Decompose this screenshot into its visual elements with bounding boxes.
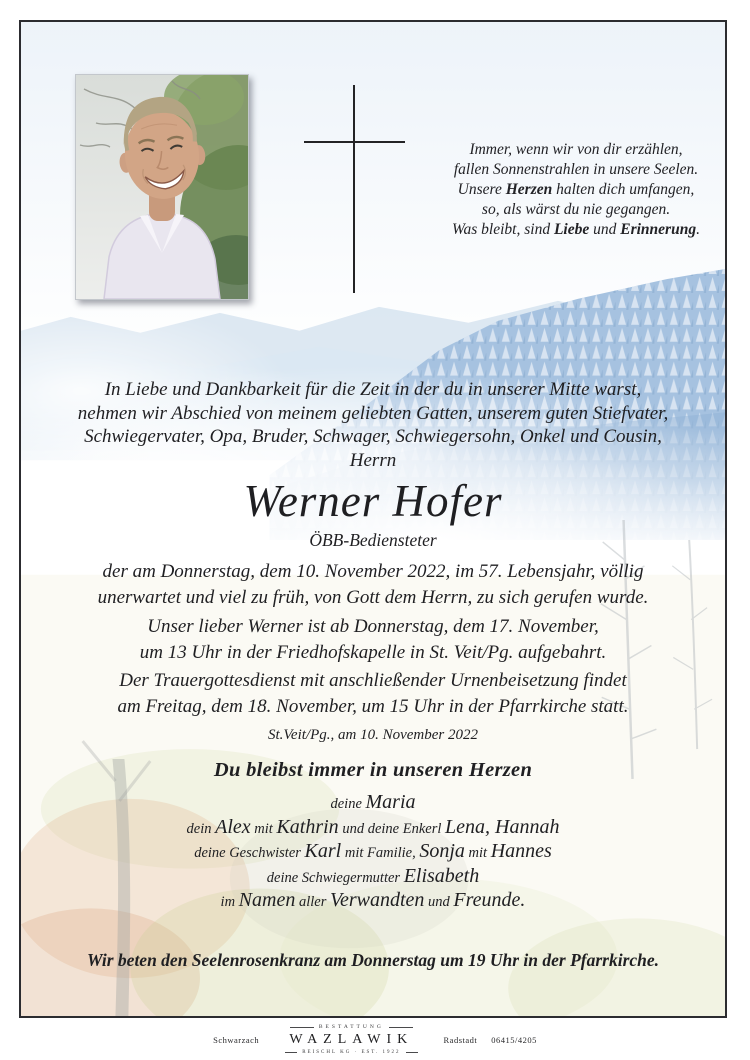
paragraph-line: Der Trauergottesdienst mit anschließender Urnenbeisetzung findet — [119, 670, 627, 691]
funeral-service-paragraph — [21, 668, 725, 720]
paragraph-line: unerwartet und viel zu früh, von Gott dem Herrn, zu sich gerufen wurde. — [97, 587, 649, 608]
poem-line: fallen Sonnenstrahlen in unsere Seelen. — [453, 161, 699, 178]
brand-subtitle: REISCHL KG · EST. 1922 — [302, 1050, 401, 1056]
cross-horizontal-bar — [304, 141, 405, 143]
footer-location-right: Radstadt — [443, 1035, 478, 1045]
poem-line: Unsere Herzen halten dich umfangen, — [457, 181, 695, 198]
brand-top-row — [290, 1025, 413, 1031]
poem-line: Was bleibt, sind Liebe und Erinnerung. — [452, 221, 700, 238]
brand-category: BESTATTUNG — [318, 1023, 384, 1030]
footer-phone: 06415/4205 — [491, 1035, 537, 1045]
funeral-home-footer — [0, 1021, 750, 1059]
funeral-home-brand — [285, 1025, 417, 1056]
deceased-profession: ÖBB-Bediensteter — [309, 530, 437, 550]
mourner-line: deine Schwiegermutter Elisabeth — [266, 864, 480, 887]
mourner-line: deine Maria — [330, 791, 416, 813]
memorial-card — [19, 20, 727, 1018]
brand-name: WAZLAWIK — [289, 1032, 414, 1048]
brand-rule — [285, 1052, 297, 1053]
death-notice-paragraph — [21, 559, 725, 611]
farewell-heading: Du bleibst immer in unseren Herzen — [213, 759, 533, 781]
paragraph-line: um 13 Uhr in der Friedhofskapelle in St. Veit/Pg. aufgebahrt. — [139, 642, 607, 663]
intro-line: nehmen wir Abschied von meinem geliebten Gatten, unserem guten Stiefvater, — [77, 402, 669, 424]
paragraph-line: der am Donnerstag, dem 10. November 2022, im 57. Lebensjahr, völlig — [102, 561, 644, 582]
intro-line: In Liebe und Dankbarkeit für die Zeit in der du in unserer Mitte warst, — [104, 379, 642, 400]
brand-rule — [406, 1052, 418, 1053]
place-and-date: St.Veit/Pg., am 10. November 2022 — [268, 727, 478, 743]
paragraph-line: am Freitag, dem 18. November, um 15 Uhr in der Pfarrkirche statt. — [117, 696, 629, 717]
mourner-line: im Namen aller Verwandten und Freunde. — [220, 889, 526, 911]
deceased-name: Werner Hofer — [243, 476, 503, 526]
brand-sub-row — [285, 1050, 417, 1055]
memorial-poem — [419, 140, 727, 240]
portrait-illustration — [76, 75, 248, 299]
laying-out-paragraph — [21, 614, 725, 666]
cross-vertical-bar — [353, 85, 355, 293]
rosary-notice: Wir beten den Seelenrosenkranz am Donnerstag um 19 Uhr in der Pfarrkirche. — [86, 950, 660, 970]
intro-line: Herrn — [349, 449, 397, 471]
mourner-line: dein Alex mit Kathrin und deine Enkerl Lena, Hannah — [186, 815, 560, 838]
portrait-photo — [75, 74, 249, 300]
brand-rule — [389, 1027, 413, 1028]
cross-icon — [304, 85, 405, 293]
mourners-list — [21, 790, 725, 913]
intro-paragraph — [21, 378, 725, 472]
mourner-line: deine Geschwister Karl mit Familie, Sonja mit Hannes — [194, 840, 552, 862]
paragraph-line: Unser lieber Werner ist ab Donnerstag, dem 17. November, — [147, 616, 599, 637]
poem-line: Immer, wenn wir von dir erzählen, — [469, 141, 683, 158]
brand-rule — [290, 1027, 314, 1028]
poem-line: so, als wärst du nie gegangen. — [481, 201, 671, 218]
intro-line: Schwiegervater, Opa, Bruder, Schwager, Schwiegersohn, Onkel und Cousin, — [84, 426, 662, 447]
footer-location-left: Schwarzach — [213, 1035, 260, 1045]
